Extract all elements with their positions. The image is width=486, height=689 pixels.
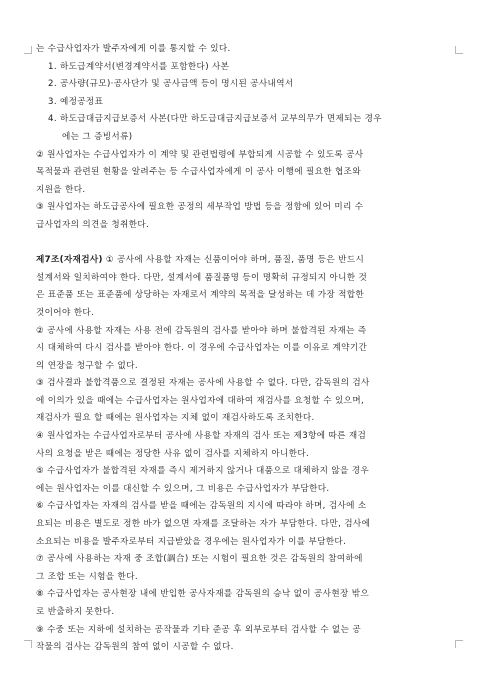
intro-text: 는 수급사업자가 발주자에게 이를 통지할 수 있다. bbox=[36, 44, 231, 54]
list-item-1: 1. 하도급계약서(변경계약서를 포함한다) 사본 bbox=[48, 61, 230, 72]
paragraph-line bbox=[36, 252, 454, 270]
paragraph-line: 목적물과 관련된 현황을 알려주는 등 수급사업자에게 이 공사 이행에 필요한 협조와 bbox=[36, 167, 361, 178]
list-item-4: 4. 하도급대금지급보증서 사본(다만 하도급대금지급보증서 교부의무가 면제되는 경우 bbox=[48, 114, 382, 125]
paragraph-line: 에는 원사업자는 이를 대신할 수 있으며, 그 비용은 수급사업자가 부담한다. bbox=[36, 483, 330, 494]
article-7 bbox=[36, 252, 454, 657]
paragraph-line: 것이어야 한다. bbox=[36, 307, 95, 318]
page-corner-mark-top-right bbox=[455, 46, 463, 54]
page-corner-mark-bottom-right bbox=[455, 640, 463, 648]
article-7-first-line: ① 공사에 사용할 자재는 신품이어야 하며, 품질, 품명 등은 반드시 bbox=[102, 255, 365, 266]
paragraph-line: ⑦ 공사에 사용하는 자재 중 조합(調合) 또는 시험이 필요한 것은 감독원의 참여하에 bbox=[36, 554, 363, 565]
list-item-2: 2. 공사량(규모)·공사단가 및 공사금액 등이 명시된 공사내역서 bbox=[48, 79, 294, 90]
document-page bbox=[36, 41, 454, 657]
paragraph-line: ⑨ 수중 또는 지하에 설치하는 공작물과 기타 준공 후 외부로부터 검사할 수 없는 공 bbox=[36, 624, 361, 635]
attachment-list bbox=[36, 59, 454, 147]
paragraph-line: 소요되는 비용을 발주자로부터 지급받았을 경우에는 원사업자가 이를 부담한다. bbox=[36, 536, 347, 547]
paragraph-line: ③ 검사결과 불합격품으로 결정된 자재는 공사에 사용할 수 없다. 다만, 감독원의 검사 bbox=[36, 378, 370, 389]
paragraph-line: ④ 원사업자는 수급사업자로부터 공사에 사용할 자재의 검사 또는 제3항에 따른 재검 bbox=[36, 431, 367, 442]
paragraph-line: 은 표준품 또는 표준품에 상당하는 자재로서 계약의 목적을 달성하는 데 가장 적합한 bbox=[36, 290, 365, 301]
paragraph-line: 급사업자의 의견을 청취한다. bbox=[36, 219, 150, 230]
paragraph-line: 작물의 검사는 감독원의 참여 없이 시공할 수 없다. bbox=[36, 642, 234, 653]
paragraph-line: 요되는 비용은 별도로 정한 바가 없으면 자재를 조달하는 자가 부담한다. 다만, 검사에 bbox=[36, 519, 371, 530]
paragraph-line: 의 연장을 청구할 수 없다. bbox=[36, 360, 138, 371]
list-item-4-continued: 에는 그 증빙서류) bbox=[62, 131, 133, 142]
paragraph-line: 재검사가 필요 할 때에는 원사업자는 지체 없이 재검사하도록 조치한다. bbox=[36, 413, 315, 424]
paragraph-line: 로 반출하지 못한다. bbox=[36, 607, 115, 617]
paragraph-line: 시 대체하여 다시 검사를 받아야 한다. 이 경우에 수급사업자는 이를 이유로 계약기간 bbox=[36, 343, 368, 354]
paragraph-line: 그 조합 또는 시험을 한다. bbox=[36, 571, 138, 582]
blank-line bbox=[36, 235, 454, 253]
paragraph-line: ③ 원사업자는 하도급공사에 필요한 공정의 세부작업 방법 등을 정함에 있어 미리 수 bbox=[36, 202, 364, 213]
article-6-paragraph-3 bbox=[36, 199, 454, 234]
page-corner-mark-top-left bbox=[24, 46, 32, 54]
paragraph-line: ⑧ 수급사업자는 공사현장 내에 반입한 공사자재를 감독원의 승낙 없이 공사현장 밖으 bbox=[36, 589, 370, 600]
paragraph-line: 지원을 한다. bbox=[36, 184, 86, 195]
article-6-paragraph-2 bbox=[36, 147, 454, 200]
page-corner-mark-bottom-left bbox=[24, 640, 32, 648]
paragraph-line: 사의 요청을 받은 때에는 정당한 사유 없이 검사를 지체하지 아니한다. bbox=[36, 448, 310, 459]
list-item-3: 3. 예정공정표 bbox=[48, 96, 104, 107]
paragraph-line: ⑤ 수급사업자가 불합격된 자재를 즉시 제거하지 않거나 대품으로 대체하지 않을 경우 bbox=[36, 466, 370, 477]
paragraph-line: 에 이의가 있을 때에는 수급사업자는 원사업자에 대하여 재검사를 요청할 수 있으며, bbox=[36, 395, 365, 406]
paragraph-line: ⑥ 수급사업자는 자재의 검사를 받을 때에는 감독원의 지시에 따라야 하며, 검사에 소 bbox=[36, 501, 367, 512]
article-7-heading: 제7조(자재검사) bbox=[36, 255, 103, 266]
paragraph-line: ② 원사업자는 수급사업자가 이 계약 및 관련법령에 부합되게 시공할 수 있도록 공사 bbox=[36, 149, 364, 160]
paragraph-line: 설계서와 일치하여야 한다. 다만, 설계서에 품질품명 등이 명확히 규정되지 아니한 것 bbox=[36, 272, 368, 283]
paragraph-line: ② 공사에 사용할 자재는 사용 전에 감독원의 검사를 받아야 하며 불합격된 자재는 즉 bbox=[36, 325, 367, 336]
